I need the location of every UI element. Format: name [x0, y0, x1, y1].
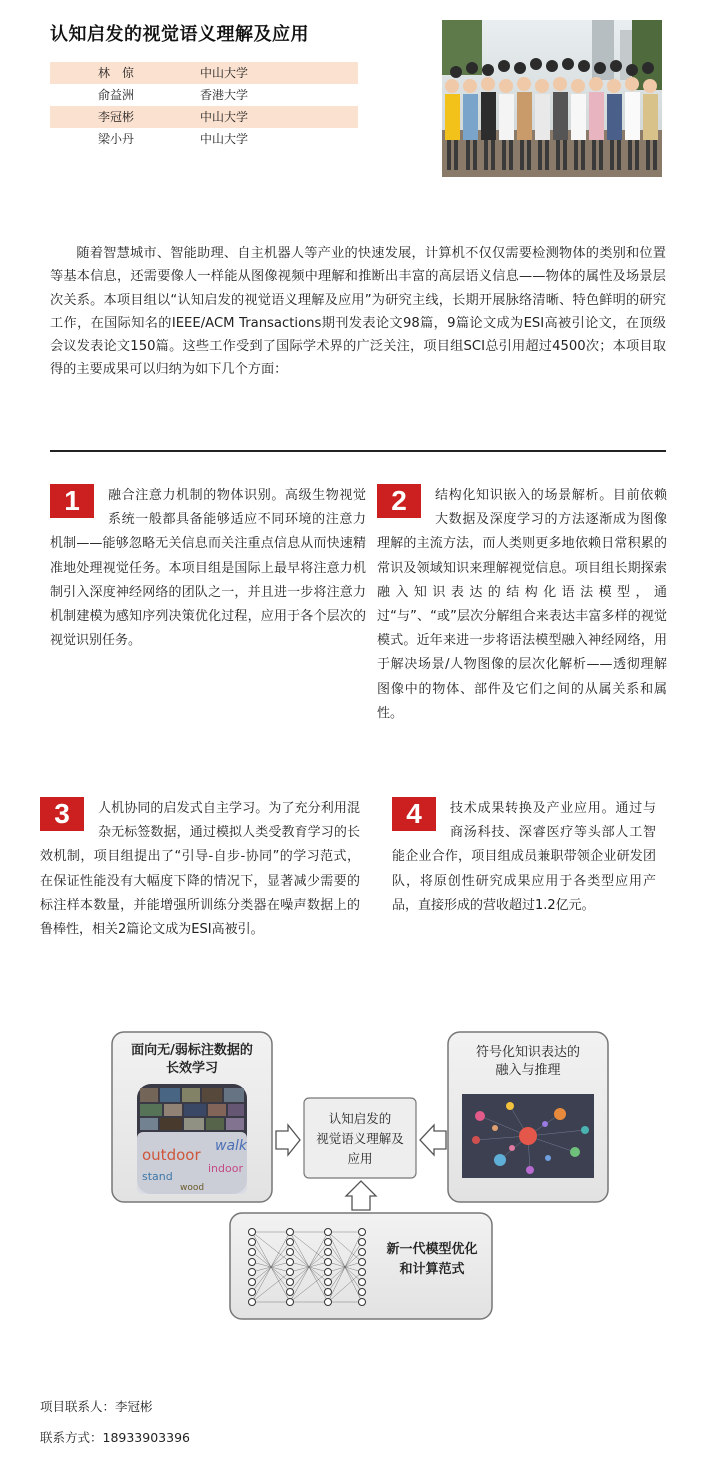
- member-institution: 中山大学: [200, 132, 249, 146]
- member-row: [50, 106, 358, 128]
- wordcloud-image: [137, 1084, 248, 1194]
- member-institution: 中山大学: [200, 110, 249, 124]
- knowledge-graph-image: [462, 1094, 594, 1178]
- bottom-box-line1: 新一代模型优化: [386, 1242, 478, 1257]
- section-text: 人机协同的启发式自主学习。为了充分利用混杂无标签数据，通过模拟人类受教育学习的长效机制，项目组提出了“引导-自步-协同”的学习范式，在保证性能没有大幅度下降的情况下，显著减少需要的标注样本数量，并能增强所训练分类器在噪声数据上的鲁棒性，相关2篇论文成为ESI高被引。: [40, 801, 360, 938]
- wordcloud-word: indoor: [208, 1162, 243, 1175]
- section-text: 结构化知识嵌入的场景解析。目前依赖大数据及深度学习的方法逐渐成为图像理解的主流方法，而人类则更多地依赖日常积累的常识及领域知识来理解视觉信息。项目组长期探索融入知识表达的结构化语法模型，通过“与”、“或”层次分解组合来表达丰富多样的视觉模式。近年来进一步将语法模型融入神经网络，用于解决场景/人物图像的层次化解析——透彻理解图像中的物体、部件及它们之间的从属关系和属性。: [377, 488, 667, 721]
- achievement-section-4: [392, 797, 656, 918]
- wordcloud-word: walk: [215, 1138, 248, 1154]
- contact-phone: 联系方式：18933903396: [40, 1430, 190, 1445]
- left-box-title-line2: 长效学习: [165, 1061, 219, 1076]
- team-photo: [442, 20, 662, 177]
- bottom-box-line2: 和计算范式: [399, 1262, 465, 1277]
- section-divider: [50, 450, 666, 452]
- arrow-left-icon: [420, 1125, 446, 1155]
- arrow-right-icon: [276, 1125, 300, 1155]
- member-institution: 中山大学: [200, 66, 249, 80]
- center-box-line2: 视觉语义理解及: [316, 1131, 404, 1146]
- center-box-line1: 认知启发的: [328, 1111, 392, 1126]
- wordcloud-word: outdoor: [142, 1146, 201, 1164]
- left-box-title-line1: 面向无/弱标注数据的: [131, 1043, 253, 1058]
- member-row: [50, 128, 358, 150]
- section-text: 融合注意力机制的物体识别。高级生物视觉系统一般都具备能够适应不同环境的注意力机制——能够忽略无关信息而关注重点信息从而快速精准地处理视觉任务。本项目组是国际上最早将注意力机制引入深度神经网络的团队之一，并且进一步将注意力机制建模为感知序列决策优化过程，应用于各个层次的视觉识别任务。: [50, 488, 366, 649]
- member-name: 俞益洲: [98, 88, 135, 102]
- achievement-section-2: [377, 484, 667, 726]
- page-title: 认知启发的视觉语义理解及应用: [50, 24, 309, 45]
- section-number-badge: 1: [50, 484, 94, 518]
- member-name: 李冠彬: [98, 110, 135, 124]
- section-number-badge: 3: [40, 797, 84, 831]
- right-box-title-line2: 融入与推理: [495, 1063, 561, 1078]
- achievement-section-1: [50, 484, 366, 653]
- member-name: 梁小丹: [98, 132, 135, 146]
- member-name: 林 倞: [98, 66, 135, 80]
- right-box-title-line1: 符号化知识表达的: [475, 1045, 581, 1060]
- member-institution: 香港大学: [200, 88, 249, 102]
- contact-person: 项目联系人：李冠彬: [40, 1399, 153, 1414]
- wordcloud-word: wood: [180, 1183, 205, 1193]
- wordcloud-word: stand: [142, 1170, 173, 1183]
- achievement-section-3: [40, 797, 360, 942]
- center-box-line3: 应用: [347, 1151, 373, 1166]
- section-number-badge: 4: [392, 797, 436, 831]
- member-list: [50, 62, 358, 150]
- arrow-up-icon: [346, 1181, 376, 1210]
- intro-paragraph: 随着智慧城市、智能助理、自主机器人等产业的快速发展，计算机不仅仅需要检测物体的类别和位置等基本信息，还需要像人一样能从图像视频中理解和推断出丰富的高层语义信息——物体的属性及场景层次关系。本项目组以“认知启发的视觉语义理解及应用”为研究主线，长期开展脉络清晰、特色鲜明的研究工作，在国际知名的IEEE/ACM Transactions期刊发表论文98篇，9篇论文成为ESI高被引论文，在顶级会议发表论文150篇。这些工作受到了国际学术界的广泛关注，项目组SCI总引用超过4500次；本项目取得的主要成果可以归纳为如下几个方面：: [50, 246, 666, 378]
- framework-diagram: [0, 1020, 720, 1330]
- section-number-badge: 2: [377, 484, 421, 518]
- team-photo-illustration: [442, 20, 662, 177]
- member-row: [50, 84, 358, 106]
- member-row: [50, 62, 358, 84]
- section-text: 技术成果转换及产业应用。通过与商汤科技、深睿医疗等头部人工智能企业合作，项目组成员兼职带领企业研发团队，将原创性研究成果应用于各类型应用产品，直接形成的营收超过1.2亿元。: [392, 801, 656, 913]
